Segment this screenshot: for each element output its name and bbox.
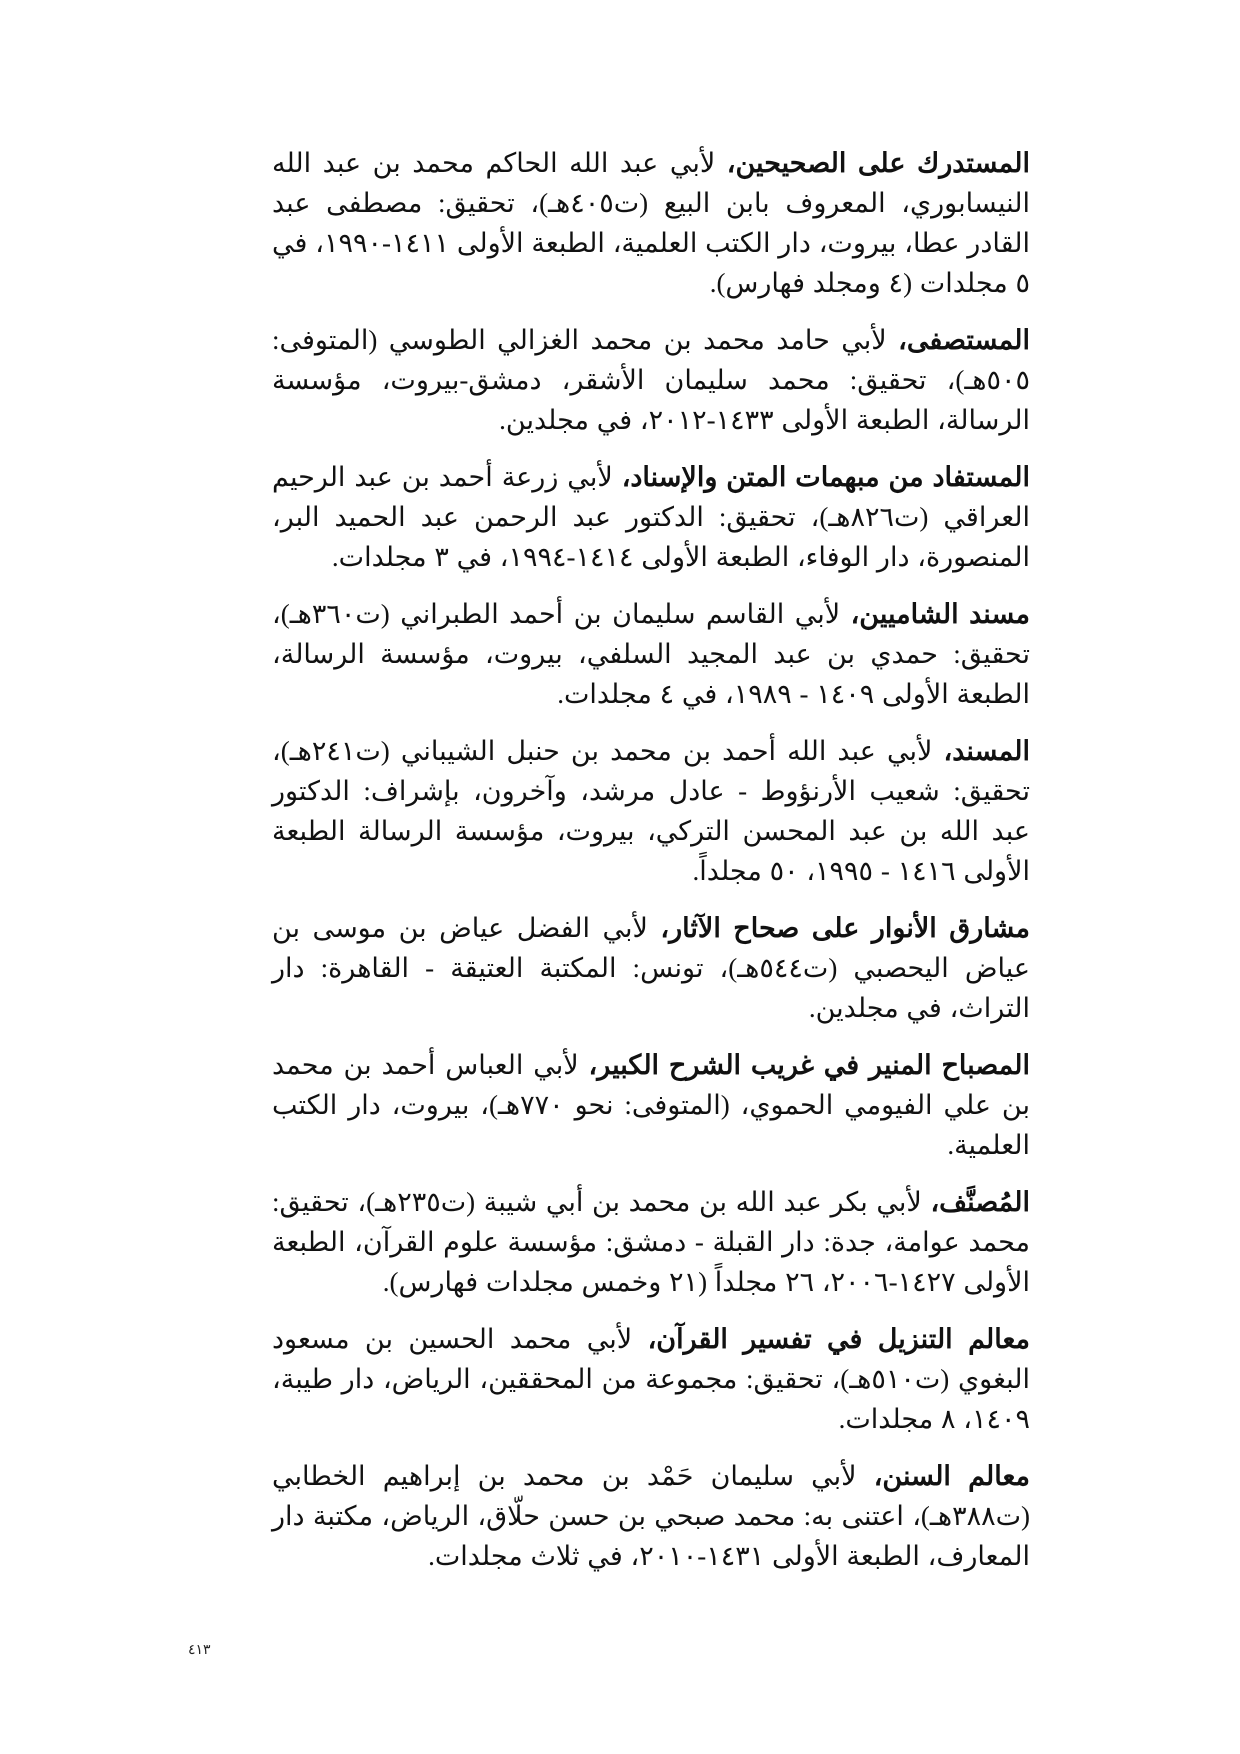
entry-details: لأبي العباس أحمد بن محمد بن علي الفيومي الحموي، (المتوفى: نحو ٧٧٠هـ)، بيروت، دار الكتب العلمية.	[272, 1050, 1030, 1160]
bibliography-entry	[272, 457, 1030, 577]
entry-details: لأبي محمد الحسين بن مسعود البغوي (ت٥١٠هـ)، تحقيق: مجموعة من المحققين، الرياض، دار طيبة، ١٤٠٩، ٨ مجلدات.	[272, 1324, 1030, 1434]
entry-details: لأبي زرعة أحمد بن عبد الرحيم العراقي (ت٨٢٦هـ)، تحقيق: الدكتور عبد الرحمن عبد الحميد البر، المنصورة، دار الوفاء، الطبعة الأولى ١٤١٤-١٩٩٤، في ٣ مجلدات.	[272, 462, 1030, 572]
bibliography-entry	[272, 320, 1030, 440]
entry-details: لأبي عبد الله أحمد بن محمد بن حنبل الشيباني (ت٢٤١هـ)، تحقيق: شعيب الأرنؤوط - عادل مرشد، وآخرون، بإشراف: الدكتور عبد الله بن عبد المحسن التركي، بيروت، مؤسسة الرسالة الطبعة الأولى ١٤١٦ - ١٩٩٥، ٥٠ مجلداً.	[272, 736, 1030, 886]
entry-details: لأبي سليمان حَمْد بن محمد بن إبراهيم الخطابي (ت٣٨٨هـ)، اعتنى به: محمد صبحي بن حسن حلّاق، الرياض، مكتبة دار المعارف، الطبعة الأولى ١٤٣١-٢٠١٠، في ثلاث مجلدات.	[272, 1461, 1030, 1571]
entry-details: لأبي عبد الله الحاكم محمد بن عبد الله النيسابوري، المعروف بابن البيع (ت٤٠٥هـ)، تحقيق: مصطفى عبد القادر عطا، بيروت، دار الكتب العلمية، الطبعة الأولى ١٤١١-١٩٩٠، في ٥ مجلدات (٤ ومجلد فهارس).	[272, 148, 1030, 298]
bibliography-entry	[272, 143, 1030, 303]
bibliography-list	[272, 143, 1030, 1593]
entry-title: المُصنَّف،	[930, 1187, 1030, 1217]
entry-title: معالم التنزيل في تفسير القرآن،	[647, 1324, 1030, 1354]
bibliography-entry	[272, 1456, 1030, 1576]
bibliography-entry	[272, 594, 1030, 714]
entry-title: المستصفى،	[898, 325, 1030, 355]
page-number: ٤١٣	[188, 1643, 211, 1658]
entry-details: لأبي القاسم سليمان بن أحمد الطبراني (ت٣٦٠هـ)، تحقيق: حمدي بن عبد المجيد السلفي، بيروت، مؤسسة الرسالة، الطبعة الأولى ١٤٠٩ - ١٩٨٩، في ٤ مجلدات.	[272, 599, 1030, 709]
entry-title: المستفاد من مبهمات المتن والإسناد،	[621, 462, 1030, 492]
bibliography-entry	[272, 1045, 1030, 1165]
entry-title: المصباح المنير في غريب الشرح الكبير،	[588, 1050, 1030, 1080]
bibliography-entry	[272, 908, 1030, 1028]
entry-title: المستدرك على الصحيحين،	[726, 148, 1030, 178]
entry-details: لأبي الفضل عياض بن موسى بن عياض اليحصبي (ت٥٤٤هـ)، تونس: المكتبة العتيقة - القاهرة: دار التراث، في مجلدين.	[272, 913, 1030, 1023]
entry-details: لأبي حامد محمد بن محمد الغزالي الطوسي (المتوفى: ٥٠٥هـ)، تحقيق: محمد سليمان الأشقر، دمشق-بيروت، مؤسسة الرسالة، الطبعة الأولى ١٤٣٣-٢٠١٢، في مجلدين.	[272, 325, 1030, 435]
bibliography-entry	[272, 1182, 1030, 1302]
bibliography-entry	[272, 1319, 1030, 1439]
bibliography-entry	[272, 731, 1030, 891]
entry-title: مسند الشاميين،	[850, 599, 1031, 629]
entry-details: لأبي بكر عبد الله بن محمد بن أبي شيبة (ت٢٣٥هـ)، تحقيق: محمد عوامة، جدة: دار القبلة - دمشق: مؤسسة علوم القرآن، الطبعة الأولى ١٤٢٧-٢٠٠٦، ٢٦ مجلداً (٢١ وخمس مجلدات فهارس).	[272, 1187, 1030, 1297]
entry-title: معالم السنن،	[873, 1461, 1030, 1491]
entry-title: المسند،	[943, 736, 1030, 766]
entry-title: مشارق الأنوار على صحاح الآثار،	[660, 913, 1031, 943]
